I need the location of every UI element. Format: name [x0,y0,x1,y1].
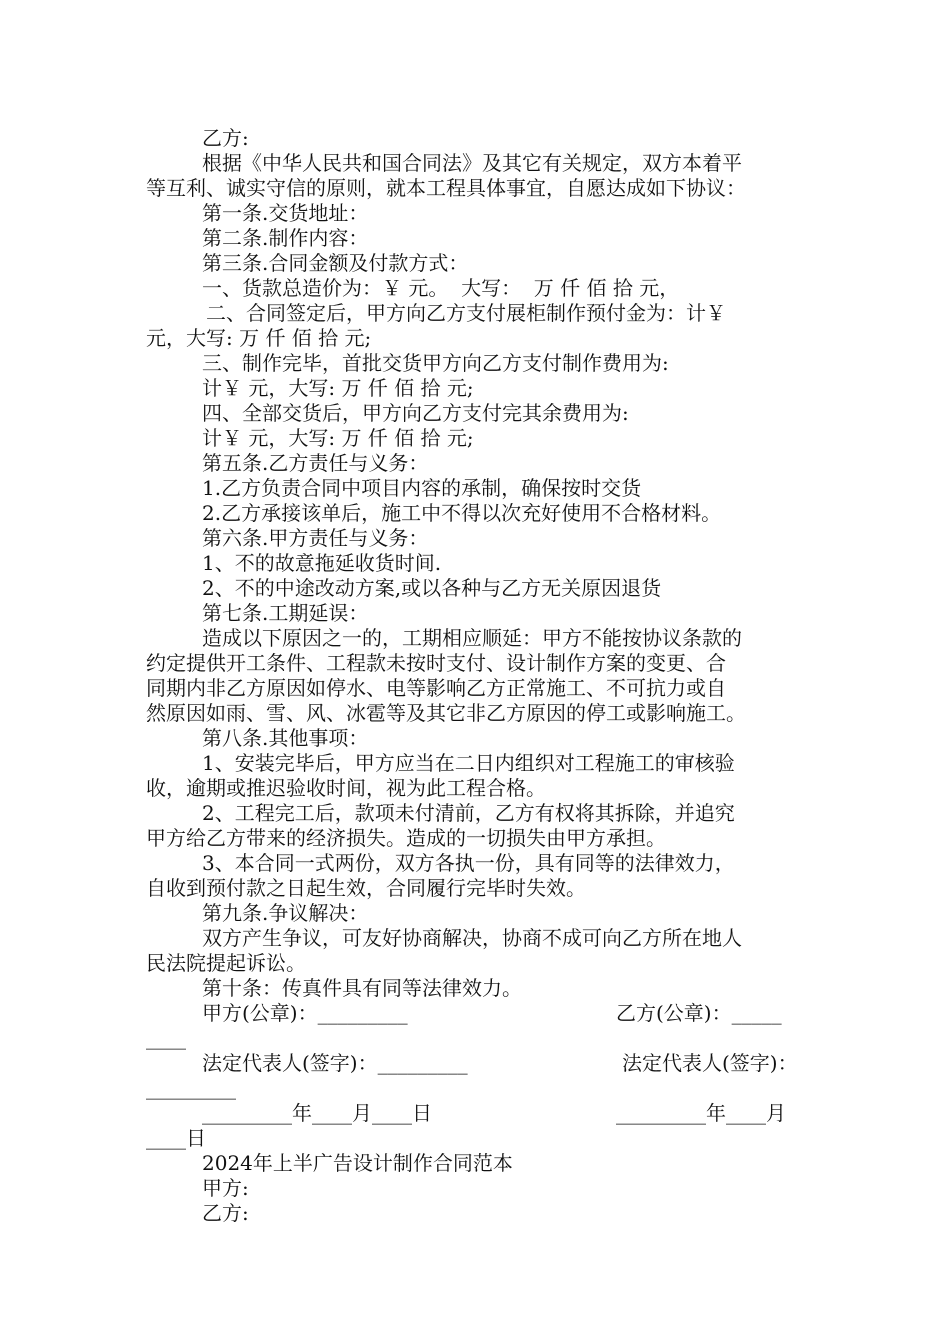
payment-final: 四、全部交货后，甲方向乙方支付完其余费用为: [202,401,629,425]
article-6: 第六条.甲方责任与义务： [202,526,429,550]
article-8-item-2-cont: 甲方给乙方带来的经济损失。造成的一切损失由甲方承担。 [146,826,666,850]
party-b-rep-field: 法定代表人(签字)： [622,1051,798,1075]
article-8-item-2: 2、工程完工后，款项未付清前，乙方有权将其拆除，并追究 [202,801,735,825]
party-b-label: 乙方: [202,126,249,150]
party-b-seal-field: 乙方(公章)：_____ [616,1001,782,1025]
article-5-item-1: 1.乙方负责合同中项目内容的承制，确保按时交货 [202,476,642,500]
article-2: 第二条.制作内容： [202,226,369,250]
party-b-date-field-cont: ____日 [146,1126,206,1150]
party-a-seal-field: 甲方(公章)：_________ [202,1001,408,1025]
next-party-a-label: 甲方: [202,1176,249,1200]
preamble-line-1: 根据《中华人民共和国合同法》及其它有关规定，双方本着平 [202,151,742,175]
article-9-text-1: 双方产生争议，可友好协商解决，协商不成可向乙方所在地人 [202,926,742,950]
article-1: 第一条.交货地址： [202,201,369,225]
article-10: 第十条：传真件具有同等法律效力。 [202,976,522,1000]
next-contract-title: 2024年上半广告设计制作合同范本 [202,1151,513,1175]
article-8: 第八条.其他事项： [202,726,369,750]
payment-final-amount: 计￥ 元，大写: 万 仟 佰 拾 元; [202,426,474,450]
article-7-text-2: 约定提供开工条件、工程款未按时支付、设计制作方案的变更、合 [146,651,726,675]
payment-total: 一、货款总造价为：￥ 元。 大写： 万 仟 佰 拾 元， [202,276,680,300]
payment-advance-cont: 元，大写: 万 仟 佰 拾 元; [146,326,372,350]
preamble-line-2: 等互利、诚实守信的原则，就本工程具体事宜，自愿达成如下协议： [146,176,746,200]
party-b-date-field: _________年____月 [616,1101,786,1125]
party-b-seal-field-cont: ____ [146,1026,186,1050]
article-3: 第三条.合同金额及付款方式： [202,251,469,275]
payment-first: 三、制作完毕，首批交货甲方向乙方支付制作费用为: [202,351,669,375]
next-party-b-label: 乙方: [202,1201,249,1225]
article-5: 第五条.乙方责任与义务： [202,451,429,475]
article-7: 第七条.工期延误： [202,601,369,625]
article-8-item-3-cont: 自收到预付款之日起生效，合同履行完毕时失效。 [146,876,586,900]
article-9: 第九条.争议解决： [202,901,369,925]
article-8-item-1: 1、安装完毕后，甲方应当在二日内组织对工程施工的审核验 [202,751,735,775]
party-a-date-field: _________年____月____日 [202,1101,432,1125]
article-7-text-3: 同期内非乙方原因如停水、电等影响乙方正常施工、不可抗力或自 [146,676,726,700]
article-7-text-4: 然原因如雨、雪、风、冰雹等及其它非乙方原因的停工或影响施工。 [146,701,746,725]
article-7-text-1: 造成以下原因之一的，工期相应顺延：甲方不能按协议条款的 [202,626,742,650]
party-b-rep-field-cont: _________ [146,1076,236,1100]
article-5-item-2: 2.乙方承接该单后，施工中不得以次充好使用不合格材料。 [202,501,722,525]
payment-first-amount: 计￥ 元，大写: 万 仟 佰 拾 元; [202,376,474,400]
article-9-text-2: 民法院提起诉讼。 [146,951,306,975]
article-8-item-3: 3、本合同一式两份，双方各执一份，具有同等的法律效力， [202,851,735,875]
article-6-item-1: 1、不的故意拖延收货时间. [202,551,442,575]
article-6-item-2: 2、不的中途改动方案,或以各种与乙方无关原因退货 [202,576,662,600]
article-8-item-1-cont: 收，逾期或推迟验收时间，视为此工程合格。 [146,776,546,800]
payment-advance: 二、合同签定后，甲方向乙方支付展柜制作预付金为：计￥ [206,301,726,325]
party-a-rep-field: 法定代表人(签字)：_________ [202,1051,468,1075]
